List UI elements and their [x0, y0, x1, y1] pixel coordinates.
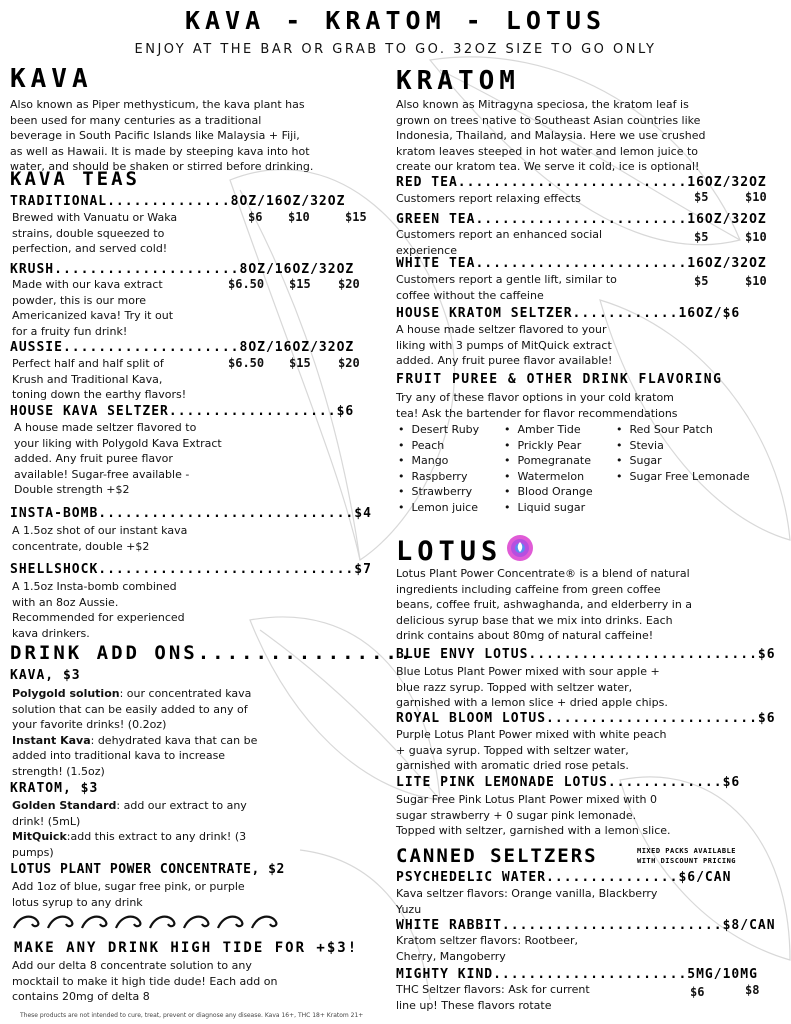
white-rabbit-description: Kratom seltzer flavors: Rootbeer, Cherry, Mangoberry: [396, 934, 578, 963]
addon-kava-heading: KAVA, $3: [10, 668, 81, 683]
list-item: • Sugar: [616, 454, 662, 467]
white-rabbit-item: WHITE RABBIT.........................$8/CAN: [396, 918, 776, 933]
aussie-price-8oz: $6.50: [228, 356, 265, 370]
kratom-description: Also known as Mitragyna speciosa, the kratom leaf is grown on trees native to Southeast Asian countries like Indonesia, Thailand, and Malaysia. Here we use crushed kratom leaves steeped in hot water and lemon juice to create our kratom tea. We serve it cold, ice is optional!: [396, 98, 706, 173]
house-kava-seltzer-item: HOUSE KAVA SELTZER...................$6: [10, 404, 355, 419]
list-item: • Strawberry: [398, 485, 473, 498]
blue-envy-lotus-item: BLUE ENVY LOTUS..........................$6: [396, 647, 776, 662]
krush-price-16oz: $15: [289, 277, 311, 291]
lite-pink-lemonade-lotus-description: Sugar Free Pink Lotus Plant Power mixed with 0 sugar strawberry + 0 sugar pink lemonade. Topped with seltzer, garnished with a lemon slice.: [396, 793, 671, 837]
list-item: • Desert Ruby: [398, 423, 480, 436]
white-tea-price-16oz: $5: [694, 274, 709, 288]
kava-teas-heading: KAVA TEAS: [10, 168, 140, 190]
green-tea-description: Customers report an enhanced social experience: [396, 228, 603, 257]
kava-description: Also known as Piper methysticum, the kava plant has been used for many centuries as a traditional beverage in South Pacific Islands like Malaysia + Fiji, as well as Hawaii. It is made by steeping kava into hot water, and should be shaken or stirred before drinking.: [10, 98, 314, 173]
red-tea-price-16oz: $5: [694, 190, 709, 204]
kava-title: KAVA: [10, 64, 93, 94]
addon-kratom-heading: KRATOM, $3: [10, 781, 99, 796]
page-subtitle: ENJOY AT THE BAR OR GRAB TO GO. 32OZ SIZE TO GO ONLY: [134, 42, 657, 57]
list-item: • Red Sour Patch: [616, 423, 713, 436]
flavoring-heading: FRUIT PUREE & OTHER DRINK FLAVORING: [396, 372, 723, 387]
canned-seltzers-heading: CANNED SELTZERS: [396, 845, 598, 867]
green-tea-price-32oz: $10: [745, 230, 767, 244]
list-item: • Peach: [398, 438, 445, 452]
mighty-kind-price-5mg: $6: [690, 985, 705, 999]
krush-description: Made with our kava extract powder, this is our more Americanized kava! Try it out for a fruity fun drink!: [12, 278, 174, 338]
traditional-item: TRADITIONAL..............8OZ/16OZ/32OZ: [10, 194, 346, 209]
aussie-price-32oz: $20: [338, 356, 360, 370]
psychedelic-water-item: PSYCHEDELIC WATER...............$6/CAN: [396, 870, 732, 885]
flavor-list-col1: [398, 422, 479, 515]
white-tea-price-32oz: $10: [745, 274, 767, 288]
house-kratom-seltzer-description: A house made seltzer flavored to your liking with 3 pumps of MitQuick extract added. Any fruit puree flavor available!: [396, 323, 613, 367]
flavor-list-col2: [504, 422, 593, 515]
shellshock-description: A 1.5oz Insta-bomb combined with an 8oz Aussie. Recommended for experienced kava drinkers.: [12, 580, 185, 640]
flavor-list-col3: [616, 422, 750, 484]
insta-bomb-description: A 1.5oz shot of our instant kava concentrate, double +$2: [12, 524, 188, 553]
traditional-price-32oz: $15: [345, 210, 367, 224]
list-item: • Sugar Free Lemonade: [616, 469, 750, 483]
list-item: • Liquid sugar: [504, 500, 586, 514]
red-tea-item: RED TEA..........................16OZ/32OZ: [396, 175, 767, 190]
lotus-title: LOTUS: [396, 536, 503, 567]
traditional-description: Brewed with Vanuatu or Waka strains, double squeezed to perfection, and served cold!: [12, 211, 178, 255]
disclaimer: These products are not intended to cure, treat, prevent or diagnose any disease. Kava 16+, THC 18+ Kratom 21+: [20, 1012, 364, 1019]
traditional-price-16oz: $10: [288, 210, 310, 224]
aussie-price-16oz: $15: [289, 356, 311, 370]
white-tea-item: WHITE TEA........................16OZ/32OZ: [396, 256, 767, 271]
psychedelic-water-description: Kava seltzer flavors: Orange vanilla, Blackberry Yuzu: [396, 887, 658, 916]
mighty-kind-description: THC Seltzer flavors: Ask for current line up! These flavors rotate: [396, 983, 590, 1012]
flavoring-description: Try any of these flavor options in your cold kratom tea! Ask the bartender for flavor recommendations: [396, 391, 678, 420]
addon-kava-description: Polygold solution: our concentrated kava solution that can be easily added to any of your favorite drinks! (0.2oz) Instant Kava: dehydrated kava that can be added into traditional kava to increase strength! (1.5oz): [12, 687, 258, 778]
green-tea-price-16oz: $5: [694, 230, 709, 244]
red-tea-description: Customers report relaxing effects: [396, 192, 581, 205]
list-item: • Mango: [398, 454, 449, 467]
aussie-description: Perfect half and half split of Krush and Traditional Kava, toning down the earthy flavors!: [12, 357, 187, 401]
lotus-flower-icon: [506, 534, 534, 562]
aussie-item: AUSSIE....................8OZ/16OZ/32OZ: [10, 340, 355, 355]
white-tea-description: Customers report a gentle lift, similar to coffee without the caffeine: [396, 273, 617, 302]
traditional-price-8oz: $6: [248, 210, 263, 224]
krush-item: KRUSH.....................8OZ/16OZ/32OZ: [10, 262, 355, 277]
kratom-title: KRATOM: [396, 66, 520, 96]
shellshock-item: SHELLSHOCK.............................$7: [10, 562, 372, 577]
high-tide-heading: MAKE ANY DRINK HIGH TIDE FOR +$3!: [14, 940, 359, 956]
lite-pink-lemonade-lotus-item: LITE PINK LEMONADE LOTUS.............$6: [396, 775, 741, 790]
green-tea-item: GREEN TEA........................16OZ/32OZ: [396, 212, 767, 227]
addon-kratom-description: Golden Standard: add our extract to any drink! (5mL) MitQuick:add this extract to any drink! (3 pumps): [12, 799, 247, 859]
list-item: • Raspberry: [398, 469, 468, 483]
lotus-description: Lotus Plant Power Concentrate® is a blend of natural ingredients including caffeine from green coffee beans, coffee fruit, ashwaghanda, and elderberry in a delicious syrup base that we mix into drinks. Each drink contains about 80mg of natural caffeine!: [396, 567, 693, 642]
list-item: • Blood Orange: [504, 485, 593, 498]
list-item: • Lemon juice: [398, 500, 478, 514]
list-item: • Watermelon: [504, 469, 585, 483]
wave-icon: [12, 910, 292, 934]
list-item: • Prickly Pear: [504, 438, 582, 452]
list-item: • Stevia: [616, 438, 664, 452]
addon-lotus-heading: LOTUS PLANT POWER CONCENTRATE, $2: [10, 862, 285, 877]
krush-price-8oz: $6.50: [228, 277, 265, 291]
mighty-kind-item: MIGHTY KIND......................5MG/10MG: [396, 967, 758, 982]
royal-bloom-lotus-description: Purple Lotus Plant Power mixed with white peach + guava syrup. Topped with seltzer water, garnished with aromatic dried rose petals.: [396, 728, 667, 772]
red-tea-price-32oz: $10: [745, 190, 767, 204]
page-title: KAVA - KRATOM - LOTUS: [184, 6, 607, 35]
high-tide-description: Add our delta 8 concentrate solution to any mocktail to make it high tide dude! Each add on contains 20mg of delta 8: [12, 959, 278, 1003]
insta-bomb-item: INSTA-BOMB.............................$4: [10, 506, 372, 521]
list-item: • Pomegranate: [504, 454, 591, 467]
house-kratom-seltzer-item: HOUSE KRATOM SELTZER............16OZ/$6: [396, 306, 741, 321]
drink-add-ons-heading: DRINK ADD ONS...............: [10, 642, 415, 664]
blue-envy-lotus-description: Blue Lotus Plant Power mixed with sour apple + blue razz syrup. Topped with seltzer water, garnished with a lemon slice + dried apple chips.: [396, 665, 668, 709]
mighty-kind-price-10mg: $8: [745, 983, 760, 997]
list-item: • Amber Tide: [504, 423, 581, 436]
royal-bloom-lotus-item: ROYAL BLOOM LOTUS........................$6: [396, 711, 776, 726]
krush-price-32oz: $20: [338, 277, 360, 291]
house-kava-seltzer-description: A house made seltzer flavored to your liking with Polygold Kava Extract added. Any fruit puree flavor available! Sugar-free available - Double strength +$2: [14, 421, 222, 496]
addon-lotus-description: Add 1oz of blue, sugar free pink, or purple lotus syrup to any drink: [12, 880, 245, 909]
mixed-packs-note: MIXED PACKS AVAILABLE WITH DISCOUNT PRICING: [637, 847, 737, 865]
